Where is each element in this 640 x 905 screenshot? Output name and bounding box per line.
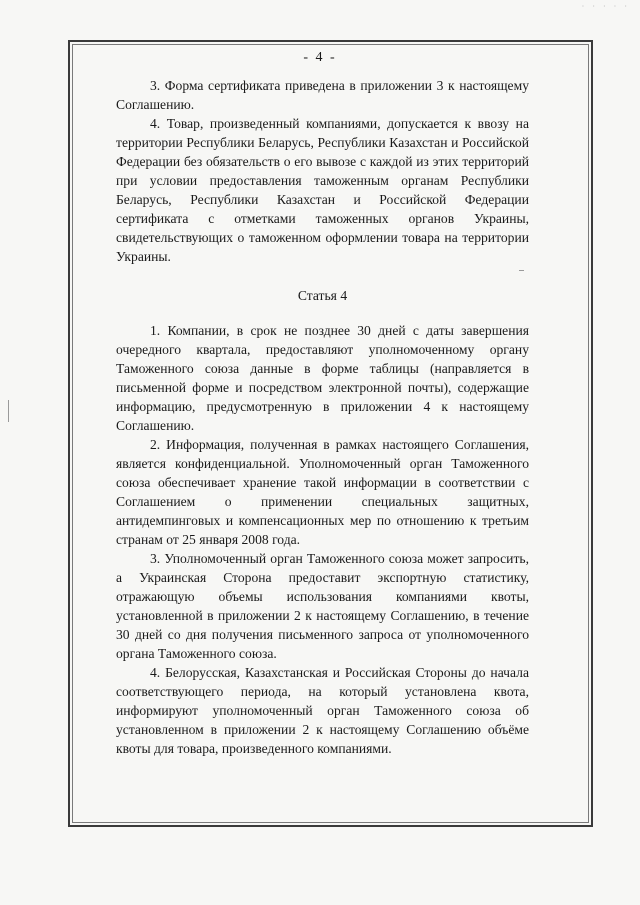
paragraph: 2. Информация, полученная в рамках настоящего Соглашения, является конфиденциальной. Уполномоченный орган Таможенного союза обеспечивает хранение такой информации в соответствии с Соглашением о применении специальных защитных, антидемпинговых и компенсационных мер по отношению к третьим странам от 25 января 2008 года. <box>116 437 529 547</box>
scan-header-marks: · · · · · <box>581 2 630 11</box>
article-heading: Статья 4 <box>297 288 348 303</box>
paragraph: 1. Компании, в срок не позднее 30 дней с даты завершения очередного квартала, предоставляют уполномоченному органу Таможенного союза данные в форме таблицы (направляется в письменной форме и посредством электронной почты), содержащие информацию, предусмотренную в приложении 4 к настоящему Соглашению. <box>116 323 529 433</box>
page-number: - 4 - <box>303 50 337 65</box>
paragraph: 4. Товар, произведенный компаниями, допускается к ввозу на территории Республики Беларусь, Республики Казахстан и Российской Федерации без обязательств о его вывозе с каждой из этих территорий при условии предоставления таможенным органам Республики Беларусь, Республики Казахстан и Российской Федерации сертификата с отметками таможенных органов Украины, свидетельствующих о таможенном оформлении товара на территории Украины. <box>116 116 529 264</box>
paragraph: 3. Уполномоченный орган Таможенного союза может запросить, а Украинская Сторона предоставит экспортную статистику, отражающую объемы использования компаниями квоты, установленной в приложении 2 к настоящему Соглашению, в течение 30 дней со дня получения письменного запроса от уполномоченного органа Таможенного союза. <box>116 551 529 661</box>
paragraph: 3. Форма сертификата приведена в приложении 3 к настоящему Соглашению. <box>116 78 529 112</box>
scan-artifact-mark <box>519 270 524 271</box>
document-body <box>116 76 529 758</box>
scan-artifact-mark <box>8 400 9 422</box>
paragraph: 4. Белорусская, Казахстанская и Российская Стороны до начала соответствующего периода, на который установлена квота, информируют уполномоченный орган Таможенного союза об установленном в приложении 2 к настоящему Соглашению объёме квоты для товара, произведенного компаниями. <box>116 665 529 756</box>
